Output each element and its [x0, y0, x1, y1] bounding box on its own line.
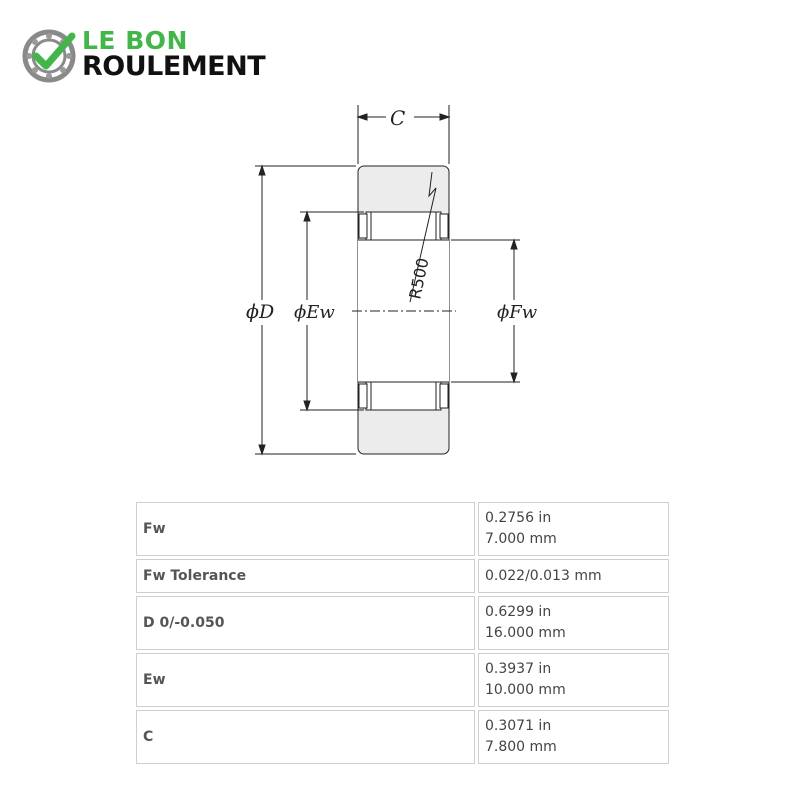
dimension-d-label: ϕD	[246, 301, 275, 323]
spec-value	[478, 596, 669, 650]
radius-label: R500	[405, 256, 433, 301]
table-row	[136, 596, 669, 650]
dimension-fw-label: ϕFw	[497, 302, 538, 323]
spec-label: Fw Tolerance	[136, 559, 475, 593]
logo-text-le-bon: LE BON	[82, 26, 188, 55]
spec-value-line: 0.3937 in	[485, 661, 552, 677]
spec-value-line: 16.000 mm	[485, 625, 566, 641]
spec-label: D 0/-0.050	[136, 596, 475, 650]
spec-label: Ew	[136, 653, 475, 707]
spec-label: C	[136, 710, 475, 764]
spec-label: Fw	[136, 502, 475, 556]
spec-value-line: 0.6299 in	[485, 604, 552, 620]
table-row	[136, 710, 669, 764]
dimension-c-label: C	[390, 106, 406, 130]
logo-text-roulement: ROULEMENT	[82, 51, 266, 82]
spec-value-line: 0.022/0.013 mm	[485, 567, 602, 584]
roller-bottom	[366, 382, 441, 410]
spec-value-line: 7.000 mm	[485, 531, 557, 547]
table-row	[136, 502, 669, 556]
table-row	[136, 559, 669, 593]
spec-value-line: 0.2756 in	[485, 510, 552, 526]
spec-value-line: 10.000 mm	[485, 682, 566, 698]
spec-value	[478, 502, 669, 556]
spec-value	[478, 653, 669, 707]
table-row	[136, 653, 669, 707]
specs-table	[133, 499, 672, 767]
spec-value	[478, 559, 669, 593]
spec-value-line: 0.3071 in	[485, 718, 552, 734]
spec-value	[478, 710, 669, 764]
spec-value-line: 7.800 mm	[485, 739, 557, 755]
dimension-ew-label: ϕEw	[294, 302, 335, 323]
